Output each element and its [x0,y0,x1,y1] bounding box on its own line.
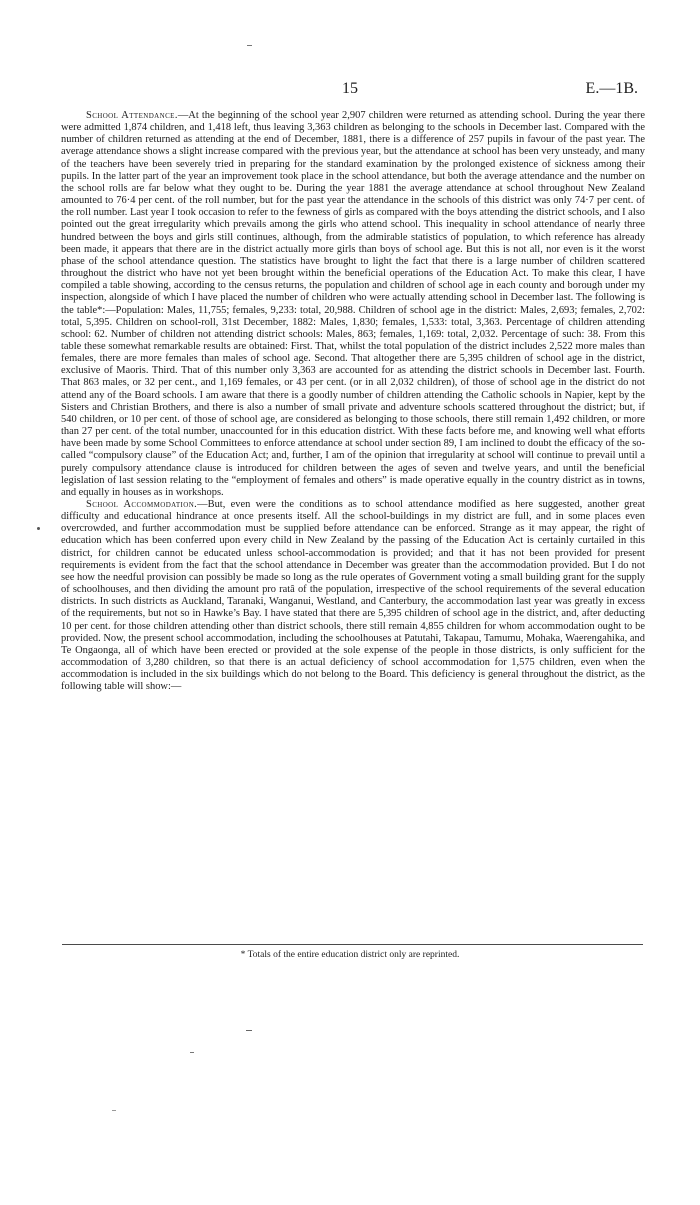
stray-mark-top [247,45,252,46]
heading-school-accommodation: School Accommodation. [86,499,198,510]
heading-school-attendance: School Attendance. [86,110,178,121]
stray-mark-margin [37,527,40,530]
footnote: * Totals of the entire education district only are reprinted. [240,950,460,960]
paragraph-school-attendance [61,110,645,499]
text-school-attendance: —At the beginning of the school year 2,907 children were returned as attending school. During the year there were admitted 1,874 children, and 1,418 left, thus leaving 3,363 children as belonging to the schools in December last. Compared with the number of children returned as attending at the end of December, 1881, there is a difference of 257 pupils in favour of the past year. The average attendance shows a slight increase compared with the previous year, but the attendance at school has been very unsteady, and many of the teachers have been severely tried in preparing for the standard examination by the prolonged existence of sickness among their pupils. In the latter part of the year an improvement took place in the school attendance, but both the average attendance and the number on the school rolls are far below what they ought to be. During the year 1881 the average attendance at school throughout New Zealand amounted to 76·4 per cent. of the roll number, but for the past year the attendance in the schools of this district was only 74·7 per cent. of the roll number. Last year I took occasion to refer to the fewness of girls as compared with the boys attending the district schools, and I also pointed out the great irregularity which prevails among the girls who attend school. This inequality in school attendance of nearly three hundred between the boys and girls still continues, although, from the admirable statistics of population, to which reference has already been made, it appears that there are in the district actually more girls than boys of school age. But this is not all, nor even is it the worst phase of the school attendance question. The statistics have brought to light the fact that there is a large number of children scattered throughout the district who have not yet been brought within the beneficial operations of the Education Act. To make this clear, I have compiled a table showing, according to the census returns, the population and children of school age in each county and borough under my inspection, alongside of which I have placed the number of children who were actually attending school in December last. The following is the table*:—Population: Males, 11,755; females, 9,233: total, 20,988. Children of school age in the district: Males, 2,693; females, 2,702: total, 5,395. Children on school-roll, 31st December, 1882: Males, 1,830; females, 1,533: total, 3,363. Percentage of children attending school: 62. Number of children not attending district schools: Males, 863; females, 1,169: total, 2,032. Percentage of such: 38. From this table these somewhat remarkable results are obtained: First. That, whilst the total population of the district includes 2,522 more males than females, there are more females than males of school age. Second. That altogether there are 5,395 children of school age in the district, exclusive of Maoris. Third. That of this number only 3,363 are accounted for as attending the district schools in December last. Fourth. That 863 males, or 32 per cent., and 1,169 females, or 43 per cent. (or in all 2,032 children), of those of school age in the district do not attend any of the Board schools. I am aware that there is a goodly number of children attending the Catholic schools in Napier, kept by the Sisters and Christian Brothers, and there is also a number of small private and adventure schools scattered throughout the district; but, if 540 children, or 10 per cent. of those of school age, are considered as belonging to those schools, there still remain 1,492 children, or more than 27 per cent. of the total number, unaccounted for in this education district. With these facts before me, and knowing well what efforts have been made by some School Committees to enforce attendance at school under section 89, I am inclined to doubt the efficacy of the so-called “compulsory clause” of the Education Act; and, further, I am of the opinion that irregularity at school will continue to prevail until a purely compulsory attendance clause is introduced for children between the ages of seven and twelve years, and until the beneficial legislation of last session relating to the “employment of females and others” is made operative equally in the country district as in towns, and equally in houses as in workshops. [61,110,646,498]
paragraph-school-accommodation [61,499,645,694]
stray-mark-a [246,1030,252,1031]
text-school-accommodation: —But, even were the conditions as to school attendance modified as here suggested, another great difficulty and educational hindrance at once presents itself. All the school-buildings in my district are full, and in some places even overcrowded, and further accommodation must be supplied before attendance can be enforced. Strange as it may appear, the right of education which has been conferred upon every child in New Zealand by the passing of the Education Act is certainly curtailed in this district, for children cannot be educated unless school-accommodation is provided; and that it has not been provided for present requirements is evident from the fact that the school attendance in December was greater than the accommodation provided. But I do not see how the needful provision can possibly be made so long as the rule operates of Government voting a small building grant for the supply of schoolhouses, and then dividing the amount pro ratâ of the population, irrespective of the school requirements of the several education districts. In such districts as Auckland, Taranaki, Wanganui, Westland, and Canterbury, the accommodation last year was greatly in excess of the requirements, but not so in Hawke’s Bay. I have stated that there are 5,395 children of school age in the district, and, after deducting 10 per cent. for those children attending other than district schools, there still remain 4,855 children for whom accommodation ought to be provided. Now, the present school accommodation, including the schoolhouses at Patutahi, Takapau, Tamumu, Mohaka, Waerengahika, and Te Ongaonga, all of which have been erected or provided at the sole expense of the people in those districts, is only sufficient for the accommodation of 3,280 children, so that there is an actual deficiency of school accommodation for 1,575 children, even when the accommodation is included in the six buildings which do not belong to the Board. This deficiency is general throughout the district, as the following table will show:— [61,499,645,693]
page-reference: E.—1B. [585,80,638,97]
page-number: 15 [342,80,358,97]
footnote-rule [62,944,643,945]
stray-mark-c [112,1110,116,1111]
stray-mark-b [190,1052,194,1053]
body-text [61,110,645,694]
